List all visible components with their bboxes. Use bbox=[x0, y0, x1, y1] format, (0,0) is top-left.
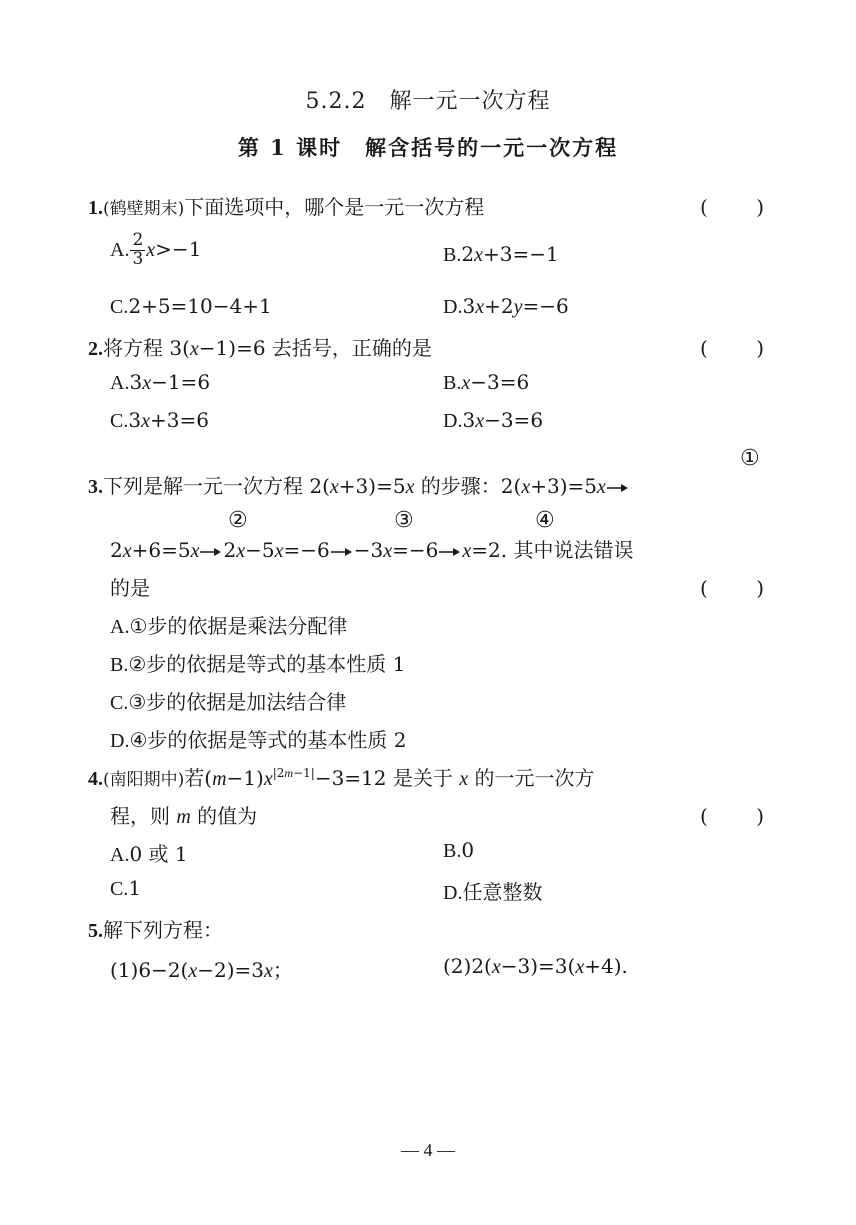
q4-option-c[interactable]: C.1 bbox=[110, 876, 142, 900]
q5-stem: 5.解下列方程： bbox=[88, 918, 223, 942]
q2-option-b[interactable]: B.x−3=6 bbox=[443, 370, 530, 394]
q3-answer-blank[interactable]: ( ) bbox=[700, 576, 764, 600]
q2-option-d[interactable]: D.3x−3=6 bbox=[443, 408, 544, 432]
q1-option-c[interactable]: C.2+5=10−4+1 bbox=[110, 294, 272, 318]
q1-text: 下面选项中，哪个是一元一次方程 bbox=[184, 195, 485, 219]
q2-answer-blank[interactable]: ( ) bbox=[700, 336, 764, 360]
step-1-label: ① bbox=[740, 446, 760, 471]
q3-number: 3. bbox=[88, 476, 103, 498]
q5-number: 5. bbox=[88, 920, 103, 942]
fraction: $\frac{2}{3}$ bbox=[132, 230, 144, 269]
q1-option-d[interactable]: D.3x+2y=−6 bbox=[443, 294, 569, 318]
q4-option-b[interactable]: B.0 bbox=[443, 838, 475, 862]
q1-stem bbox=[88, 191, 484, 220]
q3-option-d[interactable]: D.④步的依据是等式的基本性质 2 bbox=[110, 728, 407, 752]
q2-stem: 2.将方程 3(x−1)=6 去括号，正确的是 bbox=[88, 336, 432, 360]
q4-answer-blank[interactable]: ( ) bbox=[700, 804, 764, 828]
q2-number: 2. bbox=[88, 338, 103, 360]
step-3-label: ③ bbox=[394, 508, 414, 533]
q4-stem: 4.(南阳期中)若$(m-1)x^{|2m-1|}-3=12$ 是关于 x 的一元一次方 bbox=[88, 766, 595, 790]
arrow-icon bbox=[606, 482, 630, 494]
q4-number: 4. bbox=[88, 768, 103, 790]
q1-answer-blank[interactable]: ( ) bbox=[700, 195, 764, 219]
q1-option-a[interactable]: A. $\frac{2}{3}$ x>−1 bbox=[110, 230, 202, 269]
q3-stem-end: 的是 bbox=[110, 576, 150, 600]
q4-option-d[interactable]: D.任意整数 bbox=[443, 880, 543, 904]
step-4-label: ④ bbox=[535, 508, 555, 533]
q1-source: (鹤壁期末) bbox=[103, 199, 185, 219]
q1-number: 1. bbox=[88, 197, 103, 219]
q4-stem-cont: 程，则 m 的值为 bbox=[110, 804, 258, 828]
q5-part-1: (1)6−2(x−2)=3x； bbox=[110, 958, 293, 982]
q2-option-a[interactable]: A.3x−1=6 bbox=[110, 370, 211, 394]
q2-option-c[interactable]: C.3x+3=6 bbox=[110, 408, 209, 432]
page-number: — 4 — bbox=[401, 1140, 455, 1160]
q3-option-b[interactable]: B.②步的依据是等式的基本性质 1 bbox=[110, 652, 406, 676]
q3-stem: 3.下列是解一元一次方程 2(x+3)=5x 的步骤：2(x+3)=5x bbox=[88, 470, 630, 499]
exponent: |2m−1| bbox=[272, 766, 315, 780]
q3-option-a[interactable]: A.①步的依据是乘法分配律 bbox=[110, 614, 348, 638]
q5-part-2: (2)2(x−3)=3(x+4). bbox=[443, 954, 628, 978]
q3-option-c[interactable]: C.③步的依据是加法结合律 bbox=[110, 690, 347, 714]
section-title: 5.2.2 解一元一次方程 bbox=[305, 89, 551, 114]
arrow-icon bbox=[199, 546, 223, 558]
arrow-icon bbox=[438, 546, 462, 558]
q4-option-a[interactable]: A.0 或 1 bbox=[110, 842, 188, 866]
q1-option-b[interactable]: B.2x+3=−1 bbox=[443, 242, 559, 266]
lesson-title: 第 1 课时 解含括号的一元一次方程 bbox=[237, 135, 619, 160]
arrow-icon bbox=[330, 546, 354, 558]
q4-source: (南阳期中) bbox=[103, 770, 185, 790]
step-2-label: ② bbox=[228, 508, 248, 533]
q3-steps-line: 2x+6=5x 2x−5x=−6 −3x=−6 x=2. 其中说法错误 bbox=[110, 538, 634, 562]
